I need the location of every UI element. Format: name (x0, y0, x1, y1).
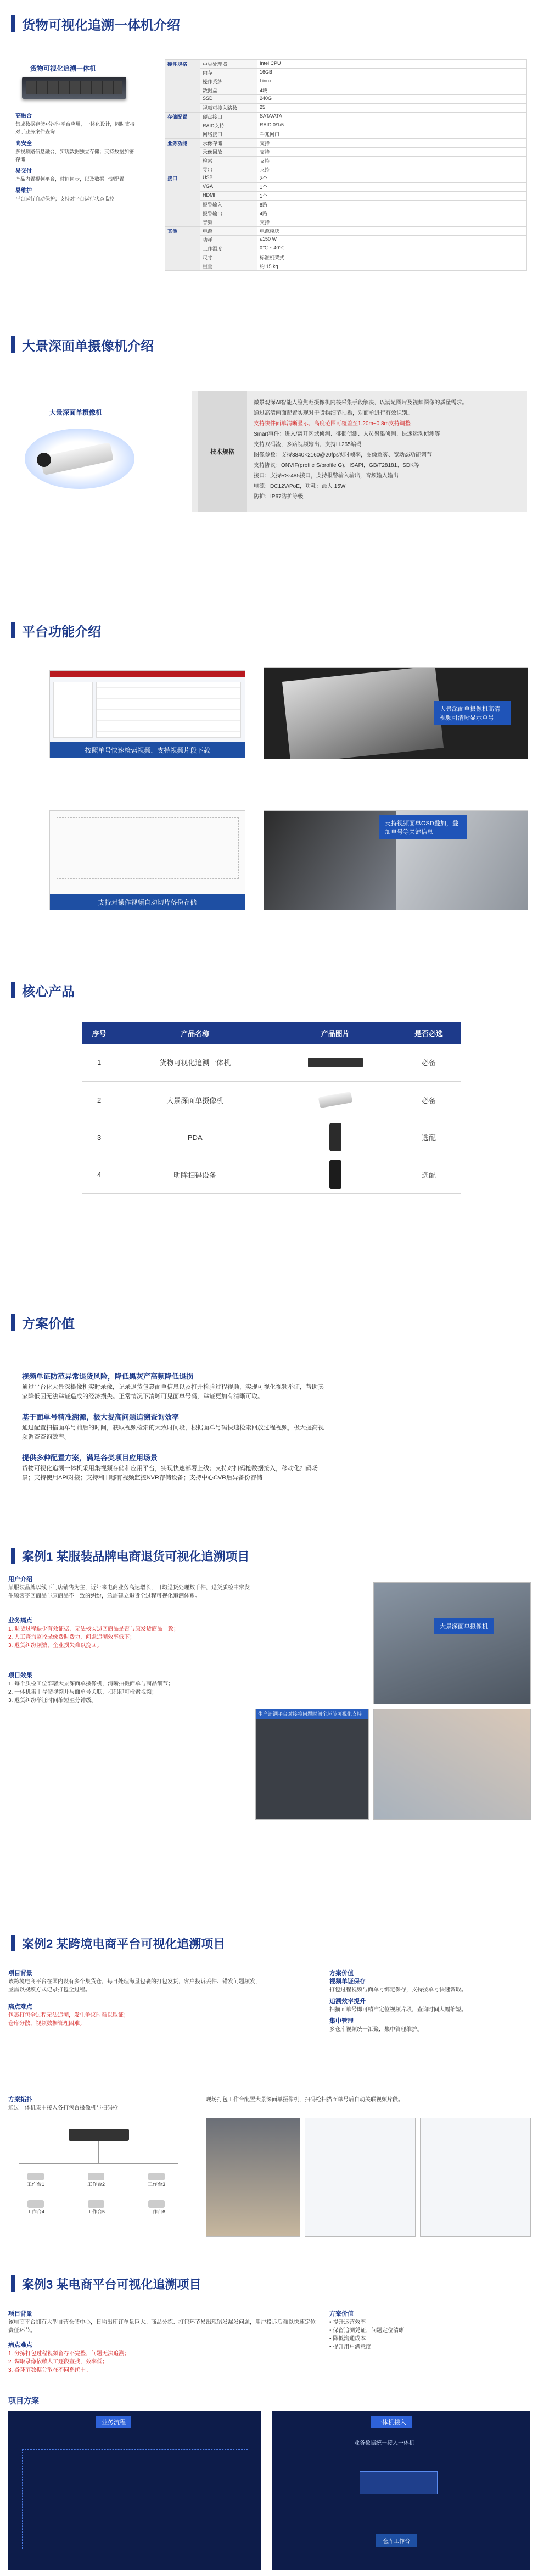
workstation (129, 2173, 184, 2195)
value-item: • 保留追溯凭证，问题定位清晰 (329, 2328, 405, 2334)
case2-left: 项目背景 该跨境电商平台在国内设有多个集货仓，每日处理海量包裹的打包发货，客户投诉丢件、错发问题频发，亟需以视频方式记录打包全过程。 痛点难点 包裹打包全过程无法追溯，发生争议时难以取证； 仓库分散，视频数据管理困难。 (8, 1970, 261, 2027)
spec-key: 重量 (200, 262, 257, 271)
value-head: 基于面单号精准溯源，极大提高问题追溯查询效率 (22, 1413, 180, 1421)
device-image (22, 77, 126, 99)
camera-icon (27, 2200, 44, 2208)
spec-row (165, 262, 527, 271)
spec-value: ≤150 W (257, 236, 527, 244)
spec-label: 技术规格 (198, 391, 247, 512)
pain-item: 1. 分拣打包过程视频留存不完整，问题无法追溯； (8, 2351, 130, 2357)
table-row (82, 1044, 461, 1081)
spec-row (165, 77, 527, 86)
platform-screenshot-search (49, 670, 245, 758)
value-head: 集中管理 (329, 2018, 354, 2024)
row-required: 必备 (396, 1044, 461, 1081)
feature-body: 产品内置视频平台，时间同步，以及数据一键配置 (15, 176, 125, 182)
spec-key: HDMI (200, 192, 257, 201)
spec-row (165, 253, 527, 262)
spec-value: Linux (257, 77, 527, 86)
camera-icon (88, 2200, 104, 2208)
caption: 按照单号快速检索视频，支持视频片段下载 (50, 742, 245, 758)
value-block (22, 1371, 329, 1401)
platform-screenshot-video (264, 667, 528, 759)
spec-row (165, 130, 527, 139)
case3-plan-head: 项目方案 (8, 2396, 39, 2405)
spec-key: 中央处理器 (200, 60, 257, 69)
section-value (0, 1302, 538, 1533)
spec-key: 报警输出 (200, 209, 257, 218)
spec-group: 存储配置 (165, 113, 200, 139)
case2-mid-text: 现场打包工作台配置大景深面单摄像机，扫码枪扫描面单号后自动关联视频片段。 (206, 2097, 404, 2103)
solution-item: 3. 退货纠纷举证时间缩短至分钟级。 (8, 1698, 97, 1704)
pain-item: 2. 人工查询监控录像费时费力，问题追溯效率低下； (8, 1634, 136, 1640)
spec-key: 检索 (200, 157, 257, 165)
spec-row (165, 157, 527, 165)
row-image (274, 1044, 396, 1081)
section-title: 货物可视化追溯一体机介绍 (11, 14, 180, 33)
pain-item: 3. 各环节数据分散在不同系统中。 (8, 2367, 92, 2373)
spec-group: 硬件规格 (165, 60, 200, 113)
solution-item: 2. 一体机集中存储视频并与面单号关联，扫码即可检索视频； (8, 1689, 158, 1695)
case2-topology-text: 方案拓扑 通过一体机集中接入各打包台摄像机与扫码枪 (8, 2096, 118, 2111)
spec-line: 支持双码流，多路视频输出，支持H.265编码 (254, 442, 362, 448)
spec-value: 千兆网口 (257, 130, 527, 139)
product-image (329, 1123, 341, 1151)
spec-line: 通过高清画面配置实现对于货物细节拍摄，对面单进行有效识别。 (254, 410, 413, 416)
section-title: 平台功能介绍 (11, 621, 101, 639)
workstation (8, 2173, 63, 2195)
spec-line: 电源：DC12V/PoE，功耗：最大 15W (254, 483, 346, 489)
row-no: 1 (82, 1044, 116, 1081)
value-item: • 降低沟通成本 (329, 2336, 366, 2342)
platform-screenshot-slices (49, 810, 245, 910)
spec-value: 16GB (257, 69, 527, 77)
spec-row (165, 209, 527, 218)
spec-row (165, 60, 527, 69)
table-header: 产品图片 (274, 1022, 396, 1044)
value-body: 多仓库视频统一汇聚，集中管理维护。 (329, 2027, 423, 2033)
spec-row (165, 174, 527, 183)
feature-body: 平台运行自动保护；支持对平台运行状态监控 (15, 196, 115, 202)
spec-key: 录像存储 (200, 139, 257, 148)
product-table (82, 1022, 461, 1194)
spec-line: 微景观深AI智能人脸焦距摄像机内核采集手段解决，以满足图片及视频图像的质量需求。 (254, 400, 468, 406)
spec-key: VGA (200, 183, 257, 192)
spec-value: 1个 (257, 192, 527, 201)
workstation (69, 2200, 124, 2222)
workstation-label: 工作台3 (147, 2182, 165, 2187)
section-title: 大景深面单摄像机介绍 (11, 335, 154, 354)
spec-value: SATA/ATA (257, 113, 527, 121)
row-required: 必备 (396, 1081, 461, 1119)
spec-table (165, 59, 527, 271)
workstation-label: 工作台4 (26, 2209, 44, 2215)
spec-key: 导出 (200, 165, 257, 174)
spec-group: 业务功能 (165, 139, 200, 174)
spec-value: Intel CPU (257, 60, 527, 69)
value-body: 货物可视化追溯一体机采用集视频存储和应用平台，实现快速部署上线；支持对扫码枪数据接入，移动化扫码场景；支持使用API对接；支持利旧哪有视频监控NVR存储设备；支持中心CVR后异备份存储 (22, 1465, 318, 1481)
spec-value: 2个 (257, 174, 527, 183)
feature-head: 高融合 (15, 113, 32, 119)
case3-left: 项目背景 该电商平台拥有大型自营仓储中心，日均出库订单量巨大。商品分拣、打包环节易出现错发漏发问题，用户投诉后难以快速定位责任环节。 痛点难点 1. 分拣打包过程视频留存不完整，问题无法追溯； 2. 调取录像依赖人工逐段查找，效率低； 3. 各环节数据分散在不同系统中。 (8, 2311, 316, 2373)
pain-item: 仓库分散，视频数据管理困难。 (8, 2021, 85, 2027)
spec-value: 电源模块 (257, 227, 527, 236)
value-item: • 提升运营效率 (329, 2319, 366, 2325)
spec-row (165, 86, 527, 95)
section-title: 案例1 某服装品牌电商退货可视化追溯项目 (11, 1546, 249, 1565)
spec-key: USB (200, 174, 257, 183)
spec-key: 数据盘 (200, 86, 257, 95)
row-name: 货物可视化追溯一体机 (116, 1044, 274, 1081)
feature-head: 易交付 (15, 168, 32, 174)
spec-group: 其他 (165, 227, 200, 271)
table-row (82, 1119, 461, 1156)
platform-screenshot-osd (264, 810, 528, 910)
case2-right: 方案价值 视频单证保存 打包过程视频与面单号绑定保存，支持按单号快速调取。 追溯效率提升 扫描面单号即可精准定位视频片段，查询时间大幅缩短。 集中管理 多仓库视频统一汇聚，集中管理维护。 (329, 1969, 527, 2037)
spec-key: 内存 (200, 69, 257, 77)
spec-row (165, 183, 527, 192)
value-head: 提供多种配置方案，满足各类项目应用场景 (22, 1454, 158, 1462)
product-image (329, 1160, 341, 1189)
section-case2 (0, 1923, 538, 2263)
section-products (0, 970, 538, 1200)
spec-key: 功耗 (200, 236, 257, 244)
case2-screen-2 (420, 2118, 531, 2237)
workstation (8, 2200, 63, 2222)
spec-key: 硬盘接口 (200, 113, 257, 121)
pain-item: 包裹打包全过程无法追溯，发生争议时难以取证； (8, 2012, 129, 2018)
spec-value: 25 (257, 104, 527, 113)
row-name: PDA (116, 1119, 274, 1156)
value-head: 视频单证保存 (329, 1978, 366, 1985)
spec-key: 操作系统 (200, 77, 257, 86)
device-title: 货物可视化追溯一体机 (30, 65, 97, 73)
value-body: 打包过程视频与面单号绑定保存，支持按单号快速调取。 (329, 1987, 467, 1993)
spec-value: 8路 (257, 201, 527, 209)
case3-device-diagram: 一体机接入 业务数据统一接入一体机 仓库工作台 (272, 2411, 530, 2570)
case1-left: 用户介绍 某服装品牌以线下门店销售为主，近年来电商业务高速增长，日均退货处理数千件，退货质检中常发生顾客寄回商品与原商品不一致的纠纷，急需建立退货全过程可视化追溯体系。 业务痛点 1. 退货过程缺少有效证据，无法核实退回商品是否与原发货商品一致； 2. 人工查询监控录像费时费力，问题追溯效率低下； 3. 退货纠纷频繁，企业损失难以挽回。 项目效果 1. 每个质检工位部署大景深面单摄像机，清晰拍摄面单与商品细节； 2. 一体机集中存储视频并与面单号关联，扫码即可检索视频； 3. 退货纠纷举证时间缩短至分钟级。 (8, 1576, 250, 1704)
workstation-label: 工作台5 (87, 2209, 105, 2215)
product-image (308, 1058, 363, 1067)
spec-key: SSD (200, 95, 257, 104)
section-title: 案例3 某电商平台可视化追溯项目 (11, 2274, 201, 2293)
row-name: 明眸扫码设备 (116, 1156, 274, 1193)
spec-row (165, 113, 527, 121)
row-image (274, 1119, 396, 1156)
spec-line: 防护：IP67防护等级 (254, 494, 304, 500)
spec-value: 4块 (257, 86, 527, 95)
case2-screen-1 (305, 2118, 416, 2237)
value-blocks (22, 1371, 329, 1493)
pain-item: 2. 调取录像依赖人工逐段查找，效率低； (8, 2359, 108, 2365)
spec-row (165, 192, 527, 201)
workstation-label: 工作台1 (26, 2182, 44, 2187)
spec-value: 支持 (257, 139, 527, 148)
spec-value: 支持 (257, 148, 527, 157)
workstation (129, 2200, 184, 2222)
callout-camera: 大景深面单摄像机高清视频可清晰显示单号 (434, 701, 511, 725)
spec-key: 音频 (200, 218, 257, 227)
spec-key: RAID支持 (200, 121, 257, 130)
spec-row (165, 201, 527, 209)
spec-value: 240G (257, 95, 527, 104)
product-image (318, 1092, 352, 1108)
spec-value: 支持 (257, 157, 527, 165)
row-image (274, 1156, 396, 1193)
case2-topology (8, 2129, 189, 2233)
spec-value: 支持 (257, 218, 527, 227)
value-head: 视频单证防范异常退货风险，降低黑灰产高频降低退损 (22, 1372, 194, 1381)
case2-photo (206, 2118, 300, 2237)
feature-body: 多视频路信息融合，实现数据独立存储；支持数据加密存储 (15, 149, 134, 162)
spec-value: 1个 (257, 183, 527, 192)
spec-line: Smart事件：进入/离开区域侦测、徘徊侦测、人员聚集侦测、快速运动侦测等 (254, 431, 440, 437)
case1-platform-shot (255, 1709, 369, 1820)
spec-panel (192, 391, 527, 512)
value-item: • 提升用户满意度 (329, 2344, 372, 2350)
table-header: 是否必选 (396, 1022, 461, 1044)
solution-item: 1. 每个质检工位部署大景深面单摄像机，清晰拍摄面单与商品细节； (8, 1681, 174, 1687)
feature-list (15, 113, 136, 207)
camera-icon (27, 2173, 44, 2180)
spec-key: 网络接口 (200, 130, 257, 139)
row-no: 3 (82, 1119, 116, 1156)
feature-body: 集成数据存储+分析+平台应用，一体化设计，同时支持对于业务案件查询 (15, 121, 135, 135)
spec-value: 0℃ ~ 40℃ (257, 244, 527, 253)
workstation-label: 工作台6 (147, 2209, 165, 2215)
spec-row (165, 148, 527, 157)
spec-row (165, 104, 527, 113)
camera-image (25, 429, 134, 489)
section-integrated-device (0, 0, 538, 269)
spec-row (165, 121, 527, 130)
value-head: 追溯效率提升 (329, 1998, 366, 2005)
feature-head: 高安全 (15, 141, 32, 147)
spec-value: 4路 (257, 209, 527, 218)
spec-key: 尺寸 (200, 253, 257, 262)
row-no: 4 (82, 1156, 116, 1193)
table-row (82, 1081, 461, 1119)
feature-head: 易维护 (15, 188, 32, 194)
spec-key: 录像回放 (200, 148, 257, 157)
spec-row (165, 139, 527, 148)
value-block (22, 1411, 329, 1442)
pain-item: 1. 退货过程缺少有效证据，无法核实退回商品是否与原发货商品一致； (8, 1626, 180, 1632)
table-header: 产品名称 (116, 1022, 274, 1044)
spec-value: 标准机架式 (257, 253, 527, 262)
spec-line: 图像参数：支持3840×2160@20fps实时帧率，图像透雾、宽动态功能调节 (254, 452, 432, 458)
spec-row (165, 218, 527, 227)
section-case1 (0, 1538, 538, 1923)
row-required: 选配 (396, 1156, 461, 1193)
spec-key: 视频可接入路数 (200, 104, 257, 113)
section-title: 案例2 某跨境电商平台可视化追溯项目 (11, 1934, 225, 1952)
caption: 支持对操作视频自动切片备份存储 (50, 894, 245, 910)
spec-value: 支持 (257, 165, 527, 174)
spec-row (165, 95, 527, 104)
case3-flow-diagram: 业务流程 (8, 2411, 261, 2570)
platform-banner: 生产追溯平台对接将问题时间全环节可视化支持 (258, 1711, 362, 1717)
spec-line: 支持协议：ONVIF(profile S/profile G)，ISAPI，GB/T28181、SDK等 (254, 463, 419, 469)
section-platform (0, 593, 538, 950)
section-title: 方案价值 (11, 1313, 75, 1332)
camera-icon (88, 2173, 104, 2180)
case3-right: 方案价值 • 提升运营效率 • 保留追溯凭证，问题定位清晰 • 降低沟通成本 • 提升用户满意度 (329, 2310, 527, 2351)
spec-row (165, 69, 527, 77)
value-body: 扫描面单号即可精准定位视频片段，查询时间大幅缩短。 (329, 2007, 467, 2013)
table-header: 序号 (82, 1022, 116, 1044)
case1-photo-top (373, 1582, 531, 1704)
section-camera (0, 319, 538, 522)
case1-photo-bottom (373, 1709, 531, 1820)
spec-line: 支持快件面单清晰显示，高度范围可覆盖至1.20m~0.8m支持调整 (254, 421, 411, 427)
row-image (274, 1081, 396, 1119)
spec-row (165, 227, 527, 236)
camera-icon (148, 2200, 165, 2208)
section-title: 核心产品 (11, 981, 75, 999)
spec-row (165, 236, 527, 244)
spec-row (165, 165, 527, 174)
feature-item (15, 113, 136, 136)
value-body: 通过平台化大景深摄像机实时录像，记录退货包裹面单信息以及打开检验过程视频，实现可视化视频举证，帮助卖家降低因无法举证造成的经济损失。正常情况下清晰可见面单号码，举证更加有清晰可取。 (22, 1384, 324, 1400)
spec-key: 工作温度 (200, 244, 257, 253)
device-title: 大景深面单摄像机 (49, 409, 103, 416)
row-no: 2 (82, 1081, 116, 1119)
spec-row (165, 244, 527, 253)
feature-item (15, 168, 136, 183)
feature-item (15, 140, 136, 163)
section-case3 (0, 2263, 538, 2576)
spec-value: 约 15 kg (257, 262, 527, 271)
spec-lines (254, 398, 523, 502)
spec-group: 接口 (165, 174, 200, 227)
pain-item: 3. 退货纠纷频繁，企业损失难以挽回。 (8, 1643, 103, 1649)
feature-item (15, 187, 136, 203)
spec-value: RAID 0/1/5 (257, 121, 527, 130)
spec-line: 接口：支持RS-485接口，支持报警输入输出，音频输入输出 (254, 473, 399, 479)
camera-icon (148, 2173, 165, 2180)
row-required: 选配 (396, 1119, 461, 1156)
workstation (69, 2173, 124, 2195)
workstation-label: 工作台2 (87, 2182, 105, 2187)
callout-osd: 支持视频面单OSD叠加，叠加单号等关键信息 (379, 815, 467, 839)
table-row (82, 1156, 461, 1193)
spec-key: 报警输入 (200, 201, 257, 209)
row-name: 大景深面单摄像机 (116, 1081, 274, 1119)
callout-camera: 大景深面单摄像机 (434, 1618, 494, 1634)
spec-key: 电源 (200, 227, 257, 236)
value-block (22, 1452, 329, 1483)
value-body: 通过配置扫描面单号前后的时间，获取视频检索的大致时间段，根据面单号码快速检索回放过程视频，极大提高视频调查查询效率。 (22, 1425, 324, 1440)
